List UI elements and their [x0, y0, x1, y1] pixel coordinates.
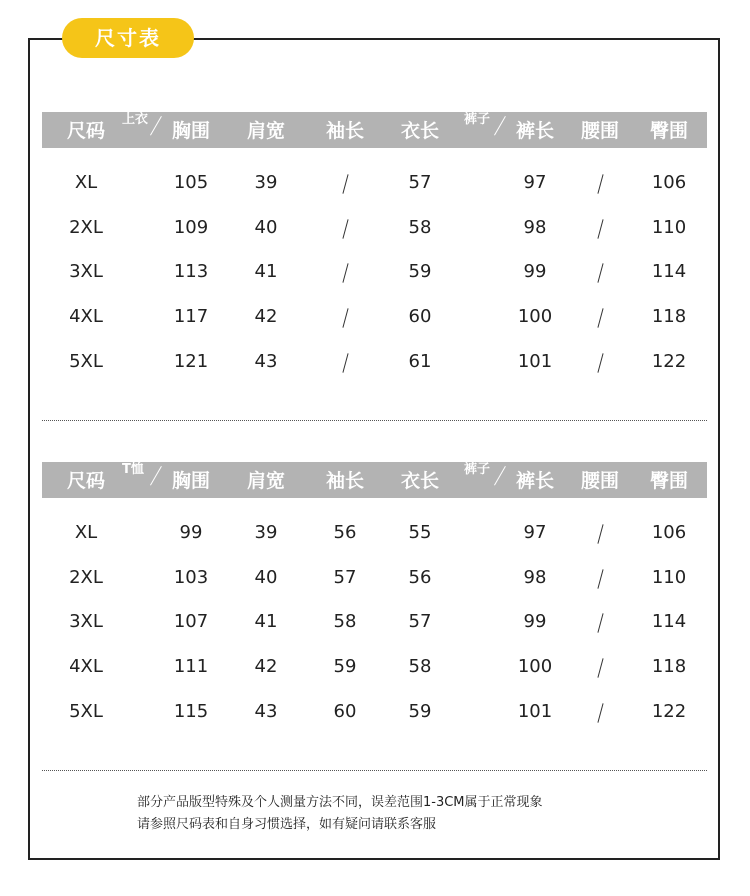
- cell-sleeve: 57: [333, 566, 357, 588]
- cell-sleeve: 56: [333, 522, 357, 543]
- cell-length: 61: [408, 350, 432, 372]
- header-sleeve: 袖长: [325, 120, 364, 142]
- table-row: [0, 302, 750, 332]
- empty-value-slash: [342, 264, 348, 284]
- header-group-label: 上衣: [122, 112, 149, 127]
- cell-waist: [565, 213, 635, 243]
- cell-sleeve: [310, 302, 380, 332]
- cell-waist: [565, 697, 635, 727]
- cell-chest: 117: [173, 306, 209, 328]
- cell-pants-length: 97: [523, 522, 547, 543]
- cell-size: 5XL: [69, 350, 103, 372]
- empty-value-slash: [597, 524, 603, 544]
- cell-chest: 113: [173, 261, 209, 283]
- header-sleeve: 袖长: [325, 470, 364, 492]
- table-row: [0, 257, 750, 287]
- cell-length: 60: [408, 306, 432, 328]
- cell-pants-length: 101: [517, 700, 553, 722]
- table-header-bar: [42, 112, 707, 148]
- cell-waist: [565, 518, 635, 548]
- cell-shoulder: 43: [254, 700, 278, 722]
- empty-value-slash: [597, 703, 603, 723]
- empty-value-slash: [597, 353, 603, 373]
- cell-length: 59: [408, 700, 432, 722]
- cell-shoulder: 43: [254, 350, 278, 372]
- table-row: [0, 347, 750, 377]
- table-divider: [42, 420, 707, 421]
- cell-waist: [565, 302, 635, 332]
- header-pants-length: 裤长: [515, 120, 554, 142]
- size-chart-title: 尺寸表: [62, 18, 194, 58]
- cell-waist: [565, 652, 635, 682]
- header-pants-length: 裤长: [515, 470, 554, 492]
- cell-shoulder: 42: [254, 306, 278, 328]
- cell-hip: 118: [651, 306, 687, 328]
- cell-waist: [565, 607, 635, 637]
- cell-shoulder: 40: [254, 216, 278, 238]
- cell-hip: 106: [651, 522, 687, 543]
- cell-shoulder: 39: [254, 172, 278, 193]
- header-size: 尺码: [66, 120, 105, 142]
- empty-value-slash: [597, 614, 603, 634]
- cell-length: 57: [408, 172, 432, 193]
- empty-value-slash: [597, 264, 603, 284]
- cell-chest: 115: [173, 700, 209, 722]
- cell-size: 3XL: [69, 261, 103, 283]
- cell-chest: 105: [173, 172, 209, 193]
- empty-value-slash: [342, 308, 348, 328]
- cell-chest: 111: [173, 656, 209, 678]
- header-size: 尺码: [66, 470, 105, 492]
- table-row: [0, 697, 750, 727]
- cell-size: 2XL: [69, 216, 103, 238]
- cell-hip: 106: [651, 172, 687, 193]
- cell-pants-length: 99: [523, 261, 547, 283]
- header-waist: 腰围: [580, 470, 619, 492]
- cell-size: 4XL: [69, 306, 103, 328]
- cell-waist: [565, 347, 635, 377]
- cell-chest: 103: [173, 566, 209, 588]
- cell-pants-length: 98: [523, 216, 547, 238]
- cell-chest: 99: [179, 522, 203, 543]
- cell-sleeve: [310, 213, 380, 243]
- cell-length: 56: [408, 566, 432, 588]
- table-row: [0, 607, 750, 637]
- header-hip: 臀围: [649, 470, 688, 492]
- header-length: 衣长: [400, 120, 439, 142]
- header-pants-group-label: 裤子: [464, 462, 491, 477]
- header-group-label: T恤: [122, 462, 144, 477]
- empty-value-slash: [597, 219, 603, 239]
- cell-sleeve: [310, 168, 380, 198]
- header-pants-group-label: 裤子: [464, 112, 491, 127]
- cell-length: 57: [408, 611, 432, 633]
- cell-sleeve: 58: [333, 611, 357, 633]
- cell-waist: [565, 168, 635, 198]
- cell-shoulder: 40: [254, 566, 278, 588]
- table-header-bar: [42, 462, 707, 498]
- empty-value-slash: [597, 658, 603, 678]
- cell-pants-length: 101: [517, 350, 553, 372]
- cell-hip: 110: [651, 216, 687, 238]
- cell-hip: 122: [651, 350, 687, 372]
- cell-shoulder: 42: [254, 656, 278, 678]
- size-chart-frame: [28, 38, 720, 860]
- cell-shoulder: 41: [254, 261, 278, 283]
- empty-value-slash: [597, 569, 603, 589]
- cell-chest: 121: [173, 350, 209, 372]
- cell-shoulder: 41: [254, 611, 278, 633]
- header-hip: 臀围: [649, 120, 688, 142]
- cell-sleeve: [310, 347, 380, 377]
- note-line-1: 部分产品版型特殊及个人测量方法不同，误差范围1-3CM属于正常现象: [137, 795, 543, 810]
- cell-shoulder: 39: [254, 522, 278, 543]
- cell-sleeve: 60: [333, 700, 357, 722]
- header-shoulder: 肩宽: [246, 120, 285, 142]
- header-length: 衣长: [400, 470, 439, 492]
- cell-length: 55: [408, 522, 432, 543]
- table-divider: [42, 770, 707, 771]
- cell-size: XL: [74, 172, 98, 193]
- cell-chest: 107: [173, 611, 209, 633]
- empty-value-slash: [342, 174, 348, 194]
- empty-value-slash: [342, 219, 348, 239]
- cell-pants-length: 98: [523, 566, 547, 588]
- table-row: [0, 652, 750, 682]
- cell-length: 58: [408, 216, 432, 238]
- note-line-2: 请参照尺码表和自身习惯选择，如有疑问请联系客服: [137, 817, 437, 832]
- header-waist: 腰围: [580, 120, 619, 142]
- cell-pants-length: 97: [523, 172, 547, 193]
- cell-hip: 114: [651, 611, 687, 633]
- cell-chest: 109: [173, 216, 209, 238]
- table-row: [0, 563, 750, 593]
- cell-pants-length: 99: [523, 611, 547, 633]
- cell-size: XL: [74, 522, 98, 543]
- cell-size: 4XL: [69, 656, 103, 678]
- header-chest: 胸围: [171, 470, 210, 492]
- cell-pants-length: 100: [517, 306, 553, 328]
- cell-sleeve: 59: [333, 656, 357, 678]
- cell-hip: 110: [651, 566, 687, 588]
- table-row: [0, 213, 750, 243]
- cell-size: 5XL: [69, 700, 103, 722]
- cell-hip: 122: [651, 700, 687, 722]
- cell-waist: [565, 563, 635, 593]
- header-chest: 胸围: [171, 120, 210, 142]
- empty-value-slash: [597, 174, 603, 194]
- cell-waist: [565, 257, 635, 287]
- cell-hip: 118: [651, 656, 687, 678]
- cell-length: 59: [408, 261, 432, 283]
- cell-size: 3XL: [69, 611, 103, 633]
- cell-size: 2XL: [69, 566, 103, 588]
- empty-value-slash: [342, 353, 348, 373]
- cell-pants-length: 100: [517, 656, 553, 678]
- table-row: [0, 518, 750, 548]
- cell-sleeve: [310, 257, 380, 287]
- header-shoulder: 肩宽: [246, 470, 285, 492]
- cell-hip: 114: [651, 261, 687, 283]
- cell-length: 58: [408, 656, 432, 678]
- table-row: [0, 168, 750, 198]
- empty-value-slash: [597, 308, 603, 328]
